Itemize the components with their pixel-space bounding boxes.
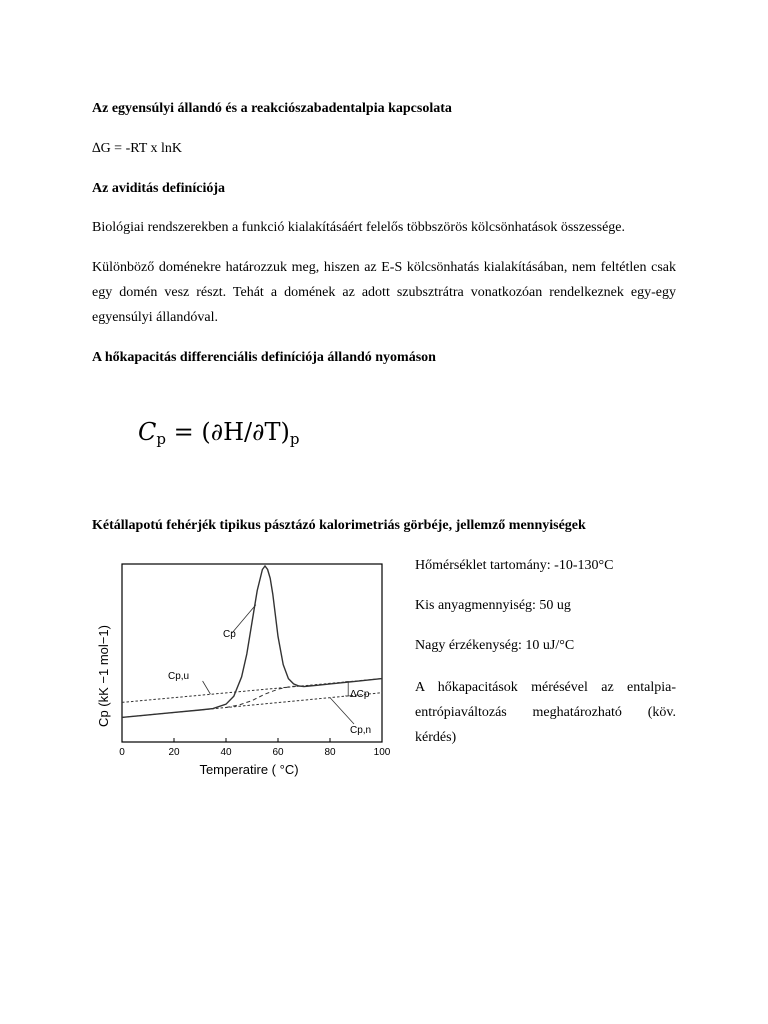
x-tick-label: 100 <box>373 747 391 758</box>
x-tick-label: 40 <box>220 747 232 758</box>
heat-capacity-formula <box>138 418 300 448</box>
label-cp: Cp <box>223 629 236 640</box>
series-line-cpu <box>122 679 382 703</box>
x-tick-label: 20 <box>168 747 180 758</box>
equation-gibbs: ∆G = -RT x lnK <box>92 141 183 156</box>
x-tick-label: 60 <box>272 747 284 758</box>
formula-rhs-sub: p <box>289 430 300 448</box>
heading-avidity: Az aviditás definíciója <box>92 181 225 196</box>
x-axis-label: Temperatire ( °C) <box>199 762 299 777</box>
formula-lhs-sub: p <box>156 430 166 448</box>
leader-cpn <box>330 698 354 724</box>
y-axis-label: Cp (kK −1 mol−1) <box>96 625 111 727</box>
x-tick-label: 80 <box>324 747 336 758</box>
label-cpu: Cp,u <box>168 671 190 682</box>
info-temp-range: Hőmérséklet tartomány: -10-130°C <box>415 558 614 573</box>
dsc-curve-chart <box>92 552 402 782</box>
info-paragraph: A hőkapacitások mérésével az entalpia-entrópiaváltozás meghatározható (köv. kérdés) <box>415 680 676 745</box>
leader-cpu <box>203 681 211 694</box>
series-line-cp <box>122 566 382 717</box>
x-tick-label: 0 <box>119 747 125 758</box>
heading-calorimetry: Kétállapotú fehérjék tipikus pásztázó kalorimetriás görbéje, jellemző mennyiségek <box>92 518 586 533</box>
label-dcp: ΔCp <box>350 689 370 700</box>
plot-frame <box>122 564 382 742</box>
formula-rhs: = (∂H/∂T) <box>165 418 290 446</box>
info-sensitivity: Nagy érzékenység: 10 uJ/°C <box>415 638 575 653</box>
formula-lhs: C <box>138 418 157 446</box>
paragraph-avidity-definition: Biológiai rendszerekben a funkció kialakításáért felelős többszörös kölcsönhatások összessége. <box>92 220 626 235</box>
heading-heat-capacity: A hőkapacitás differenciális definíciója állandó nyomáson <box>92 350 436 365</box>
info-amount: Kis anyagmennyiség: 50 ug <box>415 598 571 613</box>
label-cpn: Cp,n <box>350 725 372 736</box>
paragraph-domains: Különböző doménekre határozzuk meg, hiszen az E-S kölcsönhatás kialakításában, nem feltétlen csak egy domén vesz részt. Tehát a domének az adott szubsztrátra vonatkozóan rendelkeznek egy-egy egyensúlyi állandóval. <box>92 260 676 325</box>
heading-equilibrium-constant: Az egyensúlyi állandó és a reakciószabadentalpia kapcsolata <box>92 101 452 116</box>
